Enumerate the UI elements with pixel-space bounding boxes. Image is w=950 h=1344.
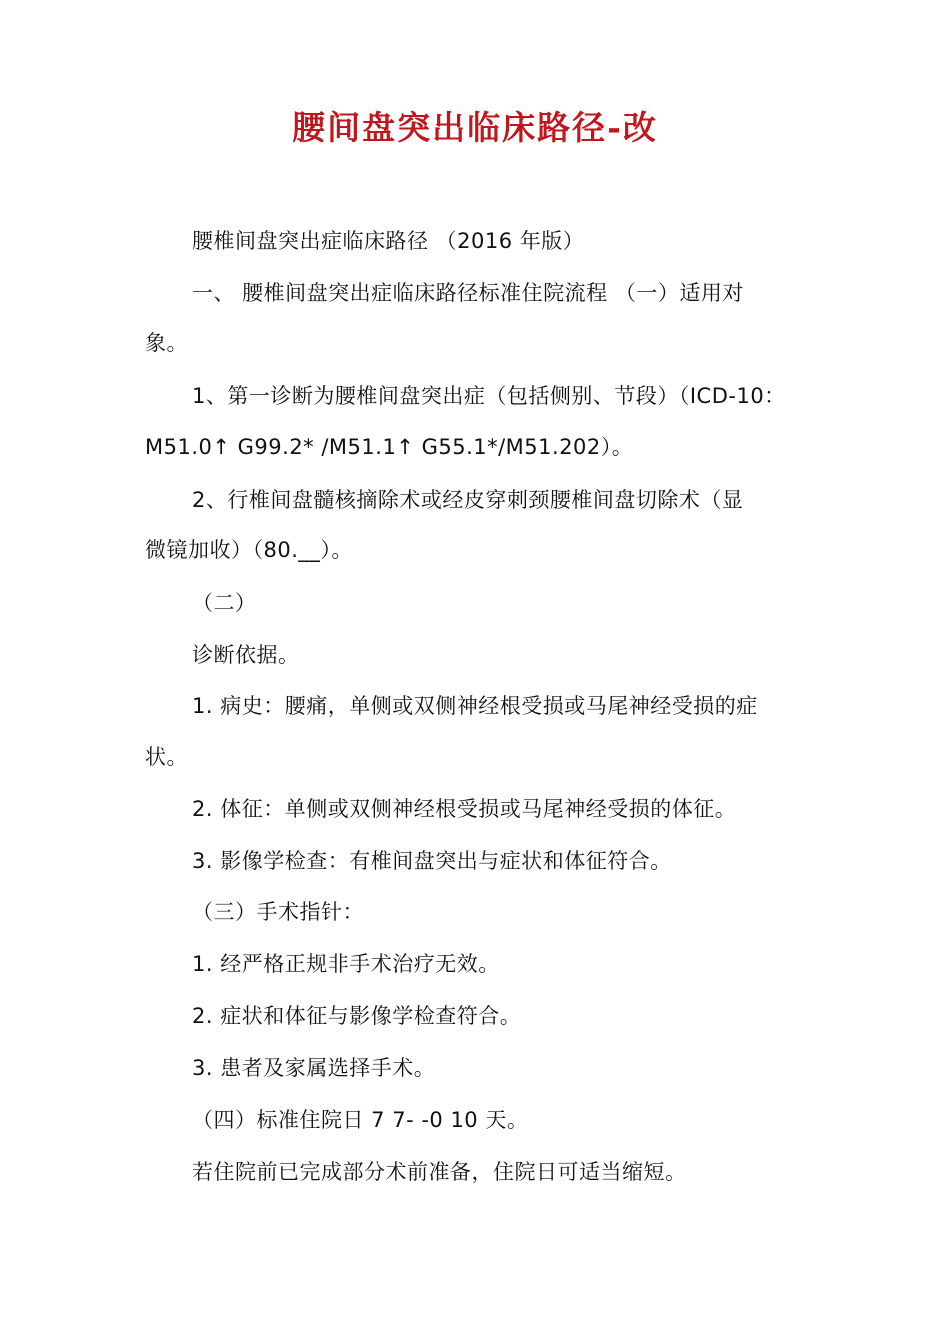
procedure-item-2: 2、行椎间盘髓核摘除术或经皮穿刺颈腰椎间盘切除术（显 xyxy=(192,488,744,512)
indication-item-2: 2. 症状和体征与影像学检查符合。 xyxy=(192,1004,522,1028)
indication-item-3: 3. 患者及家属选择手术。 xyxy=(192,1056,436,1080)
diagnosis-basis-heading: 诊断依据。 xyxy=(192,643,300,667)
section-three-heading: （三）手术指针： xyxy=(192,900,364,924)
stay-shortening-note: 若住院前已完成部分术前准备，住院日可适当缩短。 xyxy=(192,1160,687,1184)
pathway-heading: 腰椎间盘突出症临床路径 （2016 年版） xyxy=(192,229,585,253)
basis-item-history-cont: 状。 xyxy=(145,745,188,769)
indication-item-1: 1. 经严格正规非手术治疗无效。 xyxy=(192,952,500,976)
basis-item-history: 1. 病史：腰痛，单侧或双侧神经根受损或马尾神经受损的症 xyxy=(192,694,758,718)
basis-item-signs: 2. 体征：单侧或双侧神经根受损或马尾神经受损的体征。 xyxy=(192,797,737,821)
section-four-heading: （四）标准住院日 7 7- -0 10 天。 xyxy=(192,1108,529,1132)
basis-item-imaging: 3. 影像学检查：有椎间盘突出与症状和体征符合。 xyxy=(192,849,672,873)
diagnosis-item-1-codes: M51.0↑ G99.2* /M51.1↑ G55.1*/M51.202）。 xyxy=(145,435,634,459)
section-one-heading: 一、 腰椎间盘突出症临床路径标准住院流程 （一）适用对 xyxy=(192,281,744,305)
section-two-label: （二） xyxy=(192,591,257,615)
diagnosis-item-1: 1、第一诊断为腰椎间盘突出症（包括侧别、节段）（ICD-10： xyxy=(192,384,786,408)
procedure-item-2-cont: 微镜加收）（80.__）。 xyxy=(145,538,353,562)
document-title: 腰间盘突出临床路径-改 xyxy=(292,108,658,147)
section-one-heading-cont: 象。 xyxy=(145,331,188,355)
